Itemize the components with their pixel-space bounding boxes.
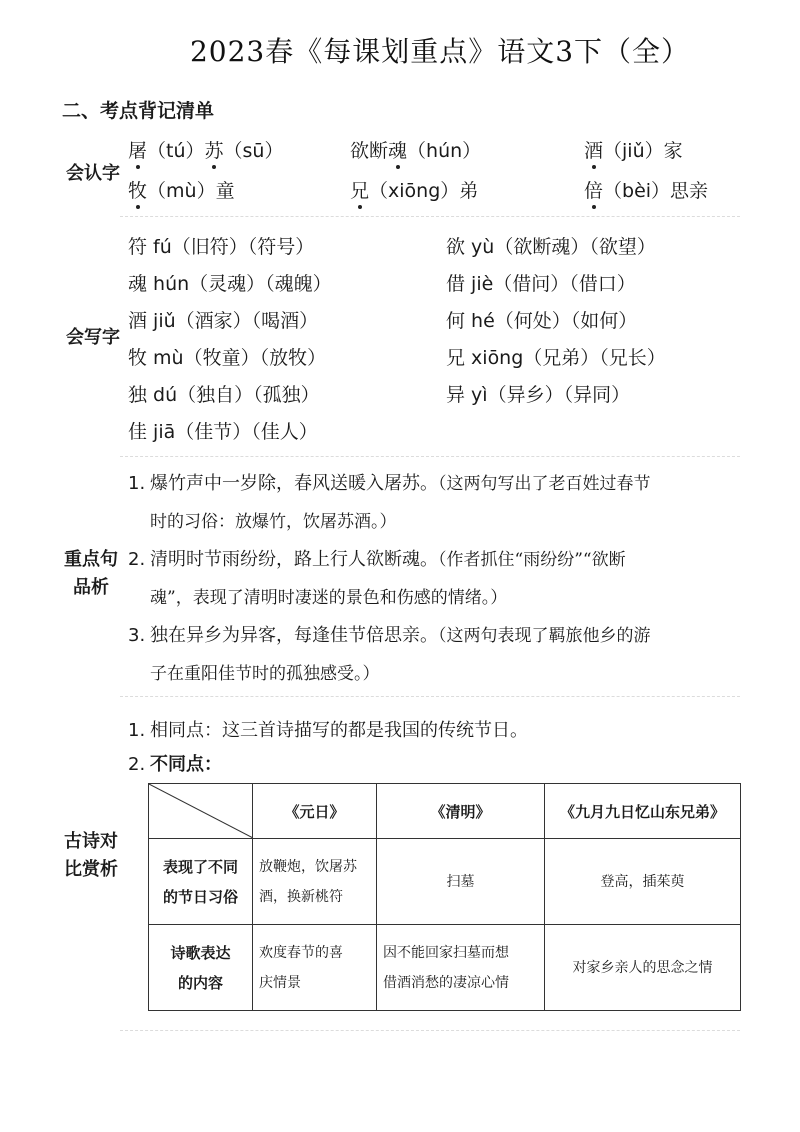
key-sentences-label: 重点句 品析 xyxy=(64,549,118,598)
write-item: 异 yì（异乡）（异同） xyxy=(446,384,631,406)
table-corner xyxy=(149,784,253,839)
recognize-item: 牧（mù）童 xyxy=(128,180,235,202)
row-heading: 诗歌表达 的内容 xyxy=(149,925,253,1011)
table-cell: 因不能回家扫墓而想 借酒消愁的凄凉心情 xyxy=(377,925,545,1011)
write-item: 借 jiè（借问）（借口） xyxy=(446,273,636,295)
table-row xyxy=(149,839,741,925)
recognize-item: 欲断魂（hún） xyxy=(350,140,482,162)
write-item: 魂 hún（灵魂）（魂魄） xyxy=(128,273,332,295)
recognize-item: 兄（xiōng）弟 xyxy=(350,180,479,202)
divider xyxy=(120,456,740,457)
key-sentence-item: 1. 爆竹声中一岁除，春风送暖入屠苏。（这两句写出了老百姓过春节 时的习俗：放爆竹，饮屠苏酒。） xyxy=(128,473,651,532)
page-title: 2023春《每课划重点》语文3下（全） xyxy=(189,35,691,68)
write-item: 欲 yù（欲断魂）（欲望） xyxy=(446,236,656,258)
table-cell: 扫墓 xyxy=(377,839,545,925)
write-item: 符 fú（旧符）（符号） xyxy=(128,236,315,258)
recognize-item: 屠（tú）苏（sū） xyxy=(128,140,284,162)
similarity-line: 1. 相同点：这三首诗描写的都是我国的传统节日。 xyxy=(128,720,528,741)
table-header: 《元日》 xyxy=(253,784,377,839)
write-item: 酒 jiǔ（酒家）（喝酒） xyxy=(128,310,319,332)
table-cell: 放鞭炮，饮屠苏 酒，换新桃符 xyxy=(253,839,377,925)
table-header-row xyxy=(149,784,741,839)
key-sentence-item: 2. 清明时节雨纷纷，路上行人欲断魂。（作者抓住“雨纷纷”“欲断 魂”，表现了清明时凄迷的景色和伤感的情绪。） xyxy=(128,549,626,608)
write-item: 何 hé（何处）（如何） xyxy=(446,310,638,332)
recognize-item: 酒（jiǔ）家 xyxy=(584,140,683,162)
table-cell: 登高，插茱萸 xyxy=(545,839,741,925)
table-cell: 欢度春节的喜 庆情景 xyxy=(253,925,377,1011)
table-header: 《清明》 xyxy=(377,784,545,839)
table-header: 《九月九日忆山东兄弟》 xyxy=(545,784,741,839)
divider xyxy=(120,216,740,217)
diagonal-line xyxy=(149,784,253,838)
difference-line: 2. 不同点： xyxy=(128,754,222,775)
comparison-label: 古诗对 比赏析 xyxy=(64,831,118,880)
write-item: 兄 xiōng（兄弟）（兄长） xyxy=(446,347,666,369)
divider xyxy=(120,1030,740,1031)
recognize-label: 会认字 xyxy=(66,163,120,184)
write-item: 佳 jiā（佳节）（佳人） xyxy=(128,421,318,443)
row-heading: 表现了不同 的节日习俗 xyxy=(149,839,253,925)
comparison-table xyxy=(148,783,741,1011)
divider xyxy=(120,696,740,697)
key-sentence-item: 3. 独在异乡为异客，每逢佳节倍思亲。（这两句表现了羁旅他乡的游 子在重阳佳节时的孤独感受。） xyxy=(128,625,651,684)
table-row xyxy=(149,925,741,1011)
write-item: 独 dú（独自）（孤独） xyxy=(128,384,320,406)
table-cell: 对家乡亲人的思念之情 xyxy=(545,925,741,1011)
section-heading: 二、考点背记清单 xyxy=(62,100,215,122)
recognize-item: 倍（bèi）思亲 xyxy=(584,180,709,202)
write-item: 牧 mù（牧童）（放牧） xyxy=(128,347,327,369)
write-label: 会写字 xyxy=(66,327,120,348)
